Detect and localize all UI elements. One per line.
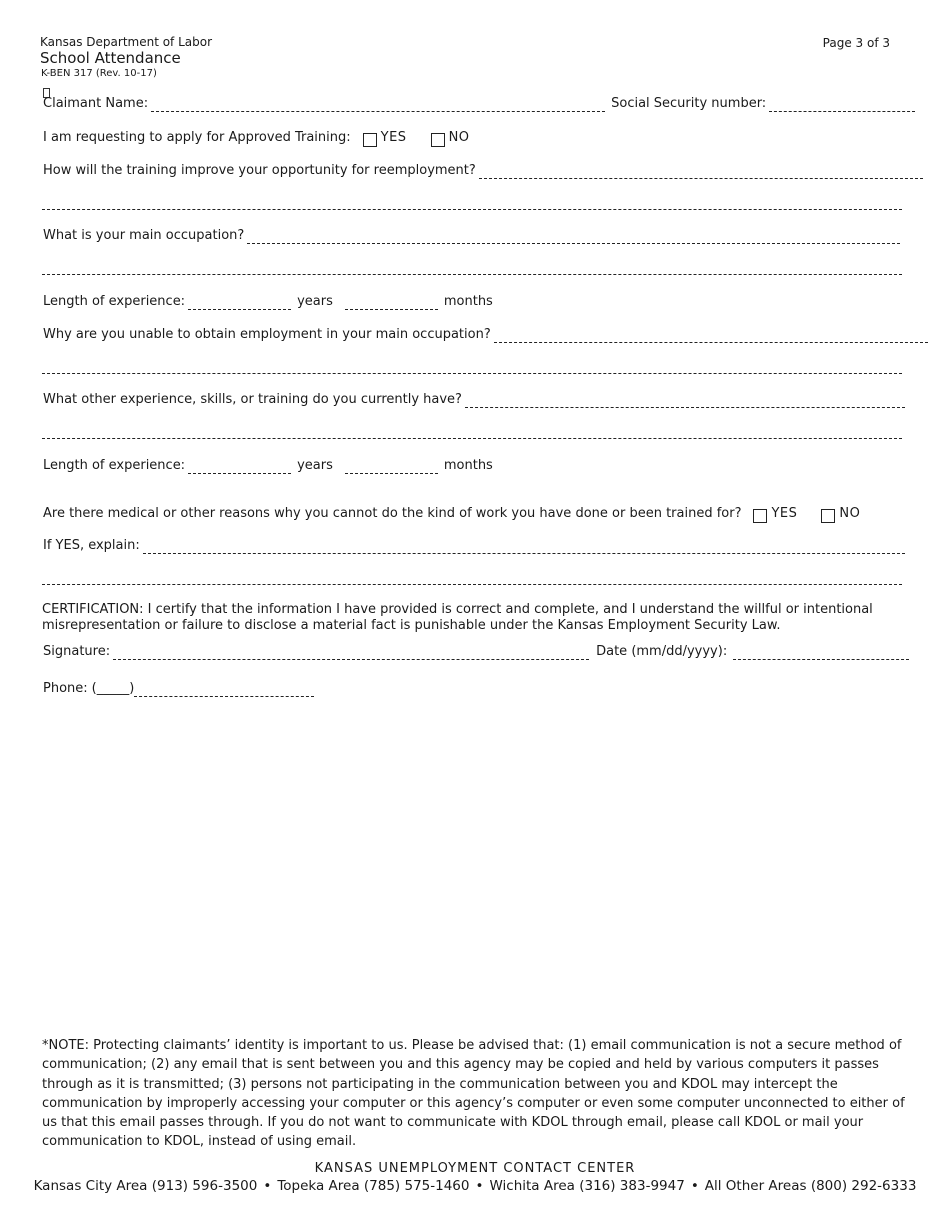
form-title: School Attendance xyxy=(40,49,181,67)
phone-row xyxy=(43,681,314,697)
approved-training-no-checkbox[interactable] xyxy=(431,133,445,147)
separator-bullet: • xyxy=(475,1178,484,1194)
training-improve-field-line2[interactable] xyxy=(42,209,902,210)
yes-label: YES xyxy=(380,130,407,145)
experience-length-label: Length of experience: xyxy=(43,458,186,473)
training-improve-field[interactable] xyxy=(479,165,923,179)
unable-field[interactable] xyxy=(494,329,928,343)
main-occupation-field-line2[interactable] xyxy=(42,274,902,275)
privacy-note: *NOTE: Protecting claimants’ identity is important to us. Please be advised that: (1) email communication is not a secure method of communication; (2) any email that is sent between you and this agency may be copied and held by various computers it passes through as it is transmitted; (3) persons not participating in the communication between you and KDOL may intercept the communication by improperly accessing your computer or this agency’s computer or even some computer unconnected to either of us that this email passes through. If you do not want to communicate with KDOL through email, please call KDOL or mail your communication to KDOL, instead of using email. xyxy=(42,1038,905,1150)
medical-yes-checkbox[interactable] xyxy=(753,509,767,523)
unable-row xyxy=(43,327,928,343)
main-occupation-row xyxy=(43,228,900,244)
no-label: NO xyxy=(839,506,861,521)
if-yes-row xyxy=(43,538,905,554)
separator-bullet: • xyxy=(690,1178,699,1194)
contact-wichita: Wichita Area (316) 383-9947 xyxy=(489,1178,685,1194)
date-field[interactable] xyxy=(733,646,909,660)
medical-row xyxy=(43,506,860,522)
experience-months-field[interactable] xyxy=(345,296,438,310)
phone-label: Phone: xyxy=(43,681,88,696)
signature-row xyxy=(43,644,909,660)
no-label: NO xyxy=(448,130,470,145)
if-yes-label: If YES, explain: xyxy=(43,538,140,553)
signature-field[interactable] xyxy=(113,646,589,660)
main-occupation-question: What is your main occupation? xyxy=(43,228,245,243)
months-label: months xyxy=(443,294,493,309)
main-occupation-field[interactable] xyxy=(247,230,900,244)
phone-area-code-field[interactable]: (_____) xyxy=(91,681,135,696)
contact-topeka: Topeka Area (785) 575-1460 xyxy=(277,1178,470,1194)
medical-question: Are there medical or other reasons why you cannot do the kind of work you have done or been trained for? xyxy=(43,506,742,521)
experience-length-label: Length of experience: xyxy=(43,294,186,309)
ssn-field[interactable] xyxy=(769,98,915,112)
date-label: Date (mm/dd/yyyy): xyxy=(596,644,728,659)
other-experience-field-line2[interactable] xyxy=(42,438,902,439)
medical-no-checkbox[interactable] xyxy=(821,509,835,523)
other-experience-row xyxy=(43,392,905,408)
ssn-label: Social Security number: xyxy=(611,96,767,111)
if-yes-field[interactable] xyxy=(143,540,905,554)
separator-bullet: • xyxy=(263,1178,272,1194)
claimant-row xyxy=(43,96,915,112)
years-label: years xyxy=(297,294,333,309)
months-label: months xyxy=(443,458,493,473)
experience-years-field[interactable] xyxy=(188,296,291,310)
experience-length-row-2 xyxy=(43,458,493,474)
page-number: Page 3 of 3 xyxy=(822,36,890,50)
contact-other-areas: All Other Areas (800) 292-6333 xyxy=(704,1178,917,1194)
unable-field-line2[interactable] xyxy=(42,373,902,374)
approved-training-row xyxy=(43,130,470,146)
claimant-name-label: Claimant Name: xyxy=(43,96,149,111)
approved-training-yes-checkbox[interactable] xyxy=(363,133,377,147)
contact-center-title: KANSAS UNEMPLOYMENT CONTACT CENTER xyxy=(314,1161,636,1176)
approved-training-label: I am requesting to apply for Approved Training: xyxy=(43,130,351,145)
phone-number-field[interactable] xyxy=(134,683,314,697)
training-improve-question: How will the training improve your opportunity for reemployment? xyxy=(43,163,476,178)
training-improve-row xyxy=(43,163,923,179)
if-yes-field-line2[interactable] xyxy=(42,584,902,585)
yes-label: YES xyxy=(771,506,798,521)
experience-years-field[interactable] xyxy=(188,460,291,474)
signature-label: Signature: xyxy=(43,644,111,659)
other-experience-question: What other experience, skills, or training do you currently have? xyxy=(43,392,462,407)
contact-kansas-city: Kansas City Area (913) 596-3500 xyxy=(33,1178,258,1194)
other-experience-field[interactable] xyxy=(465,394,905,408)
agency-name: Kansas Department of Labor xyxy=(40,35,213,49)
experience-length-row-1 xyxy=(43,294,493,310)
claimant-name-field[interactable] xyxy=(151,98,605,112)
certification-text: CERTIFICATION: I certify that the information I have provided is correct and complete, and I understand the willful or intentional misrepresentation or failure to disclose a material fact is punishable under the Kansas Employment Security Law. xyxy=(42,602,873,633)
unable-question: Why are you unable to obtain employment in your main occupation? xyxy=(43,327,491,342)
years-label: years xyxy=(297,458,333,473)
form-number: K-BEN 317 (Rev. 10-17) xyxy=(41,68,157,79)
contact-numbers xyxy=(0,1178,950,1194)
experience-months-field[interactable] xyxy=(345,460,438,474)
